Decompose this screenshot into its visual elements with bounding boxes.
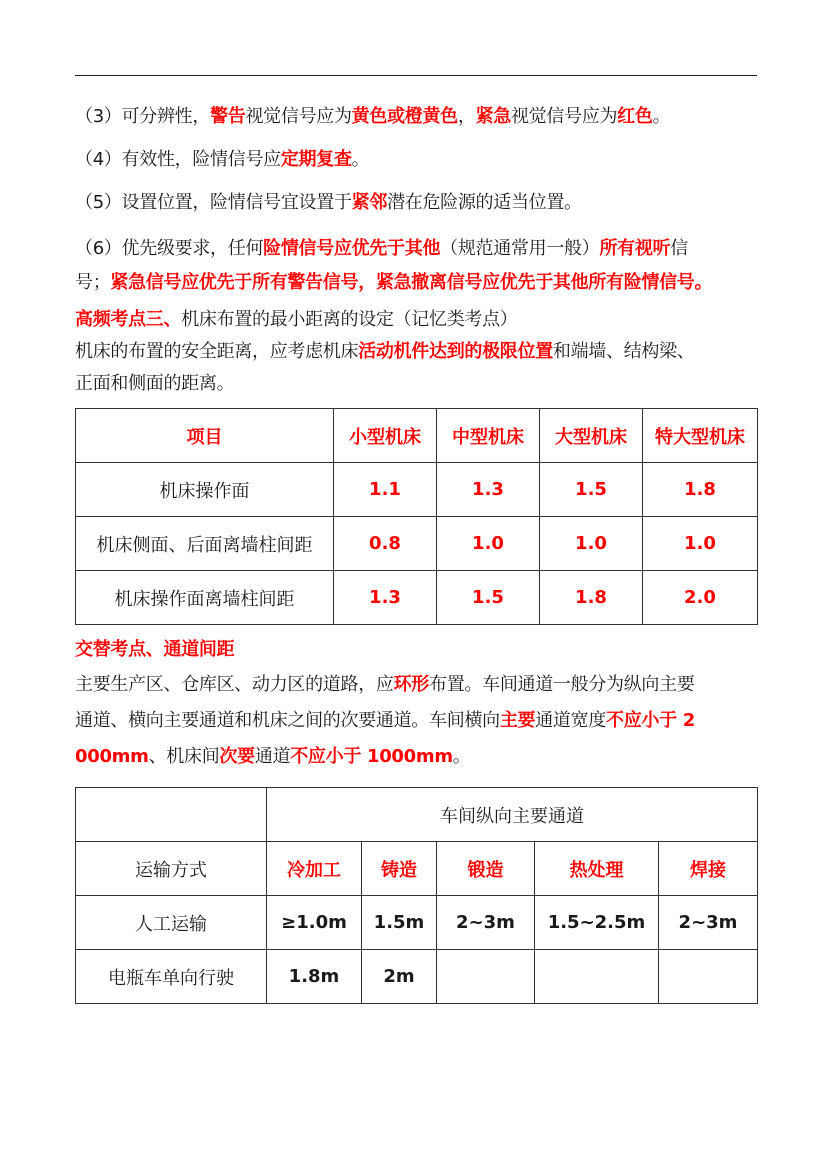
table-cell: [535, 950, 659, 1004]
table-row: [76, 571, 758, 625]
table-cell: 2~3m: [437, 896, 535, 950]
table-cell: 2.0: [643, 571, 758, 625]
table-cell: 1.8m: [267, 950, 362, 1004]
highlight: 活动机件达到的极限位置: [358, 341, 553, 362]
para-text: 通道宽度: [535, 710, 607, 731]
table-header-row: [76, 409, 758, 463]
aisle-width-table: [75, 787, 758, 1004]
table-cell: 0.8: [334, 517, 437, 571]
table-cell: 1.8: [643, 463, 758, 517]
table-cell: 2~3m: [659, 896, 758, 950]
table-group-header-row: [76, 788, 758, 842]
highlight: 不应小于 1000mm: [290, 746, 453, 767]
machine-distance-table: [75, 408, 758, 625]
table-header-cell: 冷加工: [267, 842, 362, 896]
section-4-title: 交替考点、通道间距: [75, 639, 235, 660]
table-cell: 1.5: [540, 463, 643, 517]
table-cell: 1.1: [334, 463, 437, 517]
para-text: 正面和侧面的距离。: [75, 373, 235, 394]
table-row: [76, 950, 758, 1004]
table-cell: 1.3: [334, 571, 437, 625]
table-row: [76, 896, 758, 950]
table-cell: 1.0: [437, 517, 540, 571]
item-5: [75, 189, 757, 216]
item-text: （5）设置位置，险情信号宜设置于: [75, 192, 352, 213]
table-header-cell: 铸造: [362, 842, 437, 896]
item-text: （6）优先级要求，任何: [75, 238, 264, 259]
item-text: （4）有效性，险情信号应: [75, 149, 281, 170]
table-cell: [437, 950, 535, 1004]
row-label: 电瓶车单向行驶: [76, 950, 267, 1004]
header-rule: [75, 75, 757, 76]
group-header-cell: 车间纵向主要通道: [267, 788, 758, 842]
table-cell: 1.5~2.5m: [535, 896, 659, 950]
table-cell: 1.5: [437, 571, 540, 625]
table-header-cell: 热处理: [535, 842, 659, 896]
para-text: 主要生产区、仓库区、动力区的道路，应: [75, 674, 394, 695]
item-text: （规范通常用一般）: [440, 238, 600, 259]
table-cell: 1.0: [643, 517, 758, 571]
section-label: 高频考点三、: [75, 309, 182, 330]
table-row: [76, 463, 758, 517]
row-label: 机床操作面: [76, 463, 334, 517]
para-text: 通道、横向主要通道和机床之间的次要通道。车间横向: [75, 710, 500, 731]
highlight: 环形: [393, 674, 430, 695]
highlight: 警告: [210, 106, 246, 127]
highlight: 000mm: [75, 746, 149, 767]
table-header-cell: 大型机床: [540, 409, 643, 463]
table-header-row: [76, 842, 758, 896]
highlight: 不应小于 2: [606, 710, 696, 731]
row-label: 人工运输: [76, 896, 267, 950]
item-text: 潜在危险源的适当位置。: [387, 192, 582, 213]
highlight: 红色: [617, 106, 653, 127]
table-header-cell: 中型机床: [437, 409, 540, 463]
table-header-cell: 项目: [76, 409, 334, 463]
para-text: 布置。车间通道一般分为纵向主要: [429, 674, 695, 695]
item-text: 信: [670, 238, 688, 259]
section-4-text: [75, 667, 757, 775]
row-label-header: 运输方式: [76, 842, 267, 896]
table-cell: 1.0: [540, 517, 643, 571]
section-3-heading: [75, 304, 757, 336]
para-text: 。: [452, 746, 471, 767]
item-text: 。: [351, 149, 370, 170]
highlight: 。: [694, 272, 713, 293]
item-4: [75, 146, 757, 173]
table-header-cell: 特大型机床: [643, 409, 758, 463]
highlight: 黄色或橙黄色: [351, 106, 458, 127]
empty-cell: [76, 788, 267, 842]
item-text: （3）可分辨性，: [75, 106, 211, 127]
table-cell: 1.5m: [362, 896, 437, 950]
table-cell: 1.3: [437, 463, 540, 517]
highlight: 紧邻: [351, 192, 388, 213]
para-text: 、机床间: [148, 746, 220, 767]
section-title: 机床布置的最小距离的设定（记忆类考点）: [181, 309, 518, 330]
table-cell: ≥1.0m: [267, 896, 362, 950]
item-text: 视觉信号应为: [245, 106, 352, 127]
section-3-text: [75, 336, 757, 400]
document-body: [75, 103, 757, 1004]
highlight: 次要: [219, 746, 255, 767]
item-text: 。: [652, 106, 671, 127]
table-cell: 1.8: [540, 571, 643, 625]
para-text: 和端墙、结构梁、: [552, 341, 695, 362]
row-label: 机床操作面离墙柱间距: [76, 571, 334, 625]
table-header-cell: 锻造: [437, 842, 535, 896]
table-header-cell: 小型机床: [334, 409, 437, 463]
highlight: 主要: [499, 710, 536, 731]
table-header-cell: 焊接: [659, 842, 758, 896]
para-text: 机床的布置的安全距离，应考虑机床: [75, 341, 359, 362]
table-cell: 2m: [362, 950, 437, 1004]
item-text: 号；: [75, 272, 111, 293]
highlight: 所有视听: [599, 238, 671, 259]
highlight: 紧急信号应优先于所有警告信号，紧急撤离信号应优先于其他所有险情信号: [110, 272, 695, 293]
item-text: ，: [457, 106, 476, 127]
para-text: 通道: [254, 746, 291, 767]
item-6: [75, 232, 757, 300]
row-label: 机床侧面、后面离墙柱间距: [76, 517, 334, 571]
item-text: 视觉信号应为: [510, 106, 618, 127]
highlight: 定期复查: [280, 149, 352, 170]
highlight: 险情信号应优先于其他: [263, 238, 441, 259]
item-3: [75, 103, 757, 130]
table-cell: [659, 950, 758, 1004]
table-row: [76, 517, 758, 571]
highlight: 紧急: [475, 106, 511, 127]
